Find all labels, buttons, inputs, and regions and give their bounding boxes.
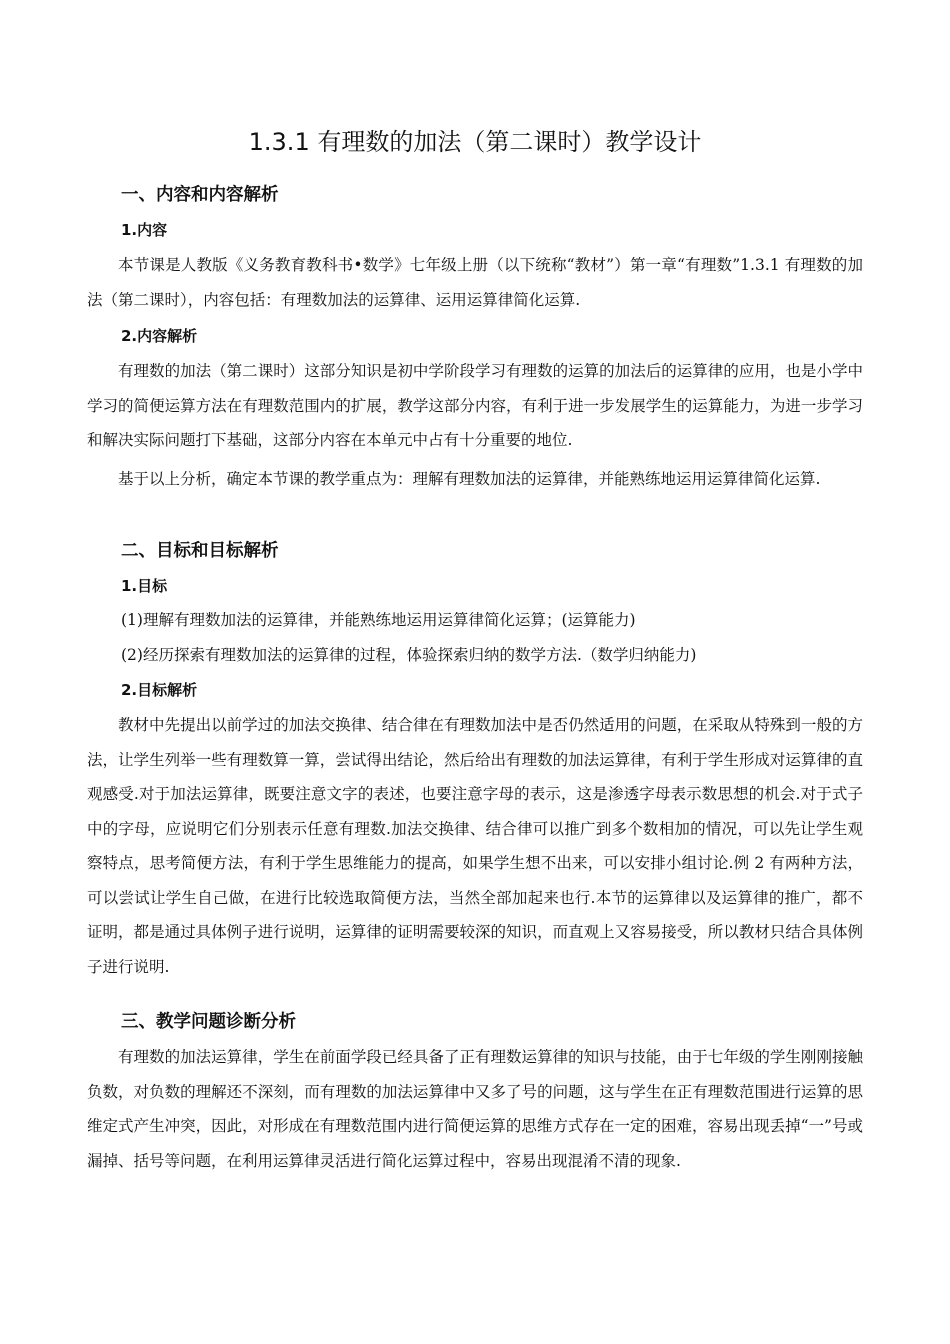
content-analysis-paragraph-2: 基于以上分析，确定本节课的教学重点为：理解有理数加法的运算律，并能熟练地运用运算律简化运算. bbox=[118, 470, 821, 488]
content-paragraph: 本节课是人教版《义务教育教科书•数学》七年级上册（以下统称“教材”）第一章“有理数”1.3.1 有理数的加法（第二课时），内容包括：有理数加法的运算律、运用运算律简化运算. bbox=[87, 256, 863, 309]
content-analysis-paragraph-1: 有理数的加法（第二课时）这部分知识是初中学阶段学习有理数的运算的加法后的运算律的应用，也是小学中学习的简便运算方法在有理数范围内的扩展，教学这部分内容，有利于进一步发展学生的运算能力，为进一步学习和解决实际问题打下基础，这部分内容在本单元中占有十分重要的地位. bbox=[87, 362, 863, 449]
section-heading-content: 一、内容和内容解析 bbox=[121, 185, 279, 205]
goal-item-2: (2)经历探索有理数加法的运算律的过程，体验探索归纳的数学方法.（数学归纳能力) bbox=[121, 646, 697, 664]
section-heading-goals: 二、目标和目标解析 bbox=[121, 541, 279, 561]
diagnosis-paragraph: 有理数的加法运算律，学生在前面学段已经具备了正有理数运算律的知识与技能，由于七年级的学生刚刚接触负数，对负数的理解还不深刻，而有理数的加法运算律中又多了号的问题，这与学生在正有理数范围进行运算的思维定式产生冲突，因此，对形成在有理数范围内进行简便运算的思维方式存在一定的困难，容易出现丢掉“一”号或漏掉、括号等问题，在利用运算律灵活进行简化运算过程中，容易出现混淆不清的现象. bbox=[87, 1048, 863, 1170]
section-heading-diagnosis: 三、教学问题诊断分析 bbox=[121, 1012, 296, 1032]
subheading-content-analysis: 2.内容解析 bbox=[121, 327, 198, 345]
subheading-goals: 1.目标 bbox=[121, 577, 168, 595]
goals-analysis-paragraph: 教材中先提出以前学过的加法交换律、结合律在有理数加法中是否仍然适用的问题，在采取从特殊到一般的方法，让学生列举一些有理数算一算，尝试得出结论，然后给出有理数的加法运算律，有利于学生形成对运算律的直观感受.对于加法运算律，既要注意文字的表述，也要注意字母的表示，这是渗透字母表示数思想的机会.对于式子中的字母，应说明它们分别表示任意有理数.加法交换律、结合律可以推广到多个数相加的情况，可以先让学生观察特点，思考简便方法，有利于学生思维能力的提高，如果学生想不出来，可以安排小组讨论.例 2 有两种方法，可以尝试让学生自己做，在进行比较选取简便方法，当然全部加起来也行.本节的运算律以及运算律的推广，都不证明，都是通过具体例子进行说明，运算律的证明需要较深的知识，而直观上又容易接受，所以教材只结合具体例子进行说明. bbox=[87, 716, 863, 976]
subheading-goals-analysis: 2.目标解析 bbox=[121, 681, 198, 699]
subheading-content: 1.内容 bbox=[121, 221, 168, 239]
document-title: 1.3.1 有理数的加法（第二课时）教学设计 bbox=[248, 128, 702, 156]
goal-item-1: (1)理解有理数加法的运算律，并能熟练地运用运算律简化运算；(运算能力) bbox=[121, 611, 636, 629]
